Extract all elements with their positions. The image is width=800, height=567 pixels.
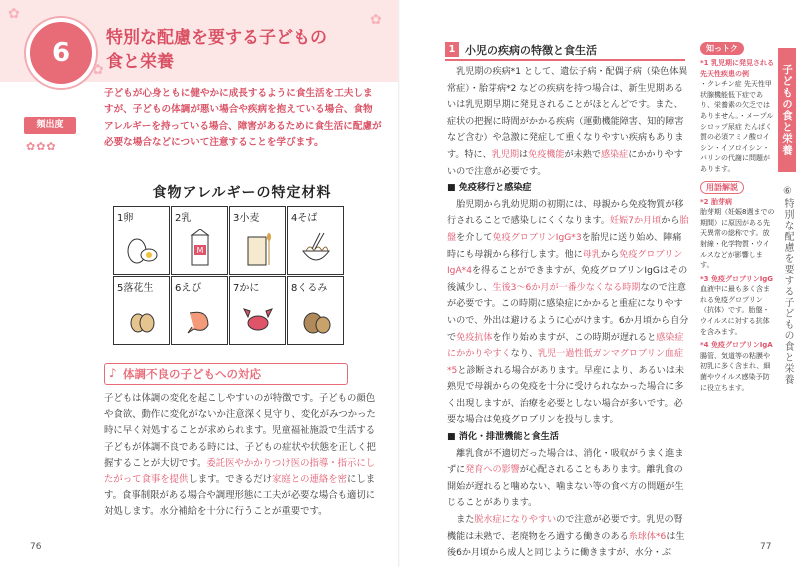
- body-text: から: [600, 249, 620, 260]
- body-highlight: 感染症: [600, 149, 629, 160]
- body-highlight: 乳児一過性低ガンマグロブリン血症*5: [447, 349, 684, 376]
- side-note-title: *2 胎芽病: [700, 197, 732, 206]
- allergy-table: [113, 206, 345, 346]
- body-highlight: 妊娠7か月頃: [609, 216, 662, 227]
- body-text: が未熟で: [564, 149, 601, 160]
- body-text: から: [661, 216, 680, 227]
- allergy-cell-crab: [229, 276, 286, 345]
- frequency-marks: ✿✿✿: [26, 140, 57, 153]
- milk-icon: [184, 229, 216, 267]
- body-highlight: 免疫グロブリンIgG*3: [492, 232, 582, 243]
- body-highlight: 乳児期: [491, 149, 520, 160]
- page-number-right: 77: [760, 542, 772, 552]
- body-highlight: 生後3～6か月が一番少なくなる時期: [492, 282, 641, 293]
- soba-bowl-icon: [300, 229, 332, 267]
- allergy-cell-milk: [171, 206, 228, 275]
- body-text: 離乳食が不適切だった場合は、消化・吸収がうまく進まずに: [447, 448, 684, 476]
- body-text: を介して: [456, 232, 493, 243]
- paragraph: [447, 197, 689, 429]
- side-note-body: 腸管、気道等の粘膜や初乳に多く含まれ、細菌やウイルス感染予防に役立ちます。: [700, 351, 771, 392]
- allergy-cell-egg: [113, 206, 170, 275]
- side-note-body: ・クレチン症 先天性甲状腺機能低下症であり、栄養素の欠乏ではありません。・メープルシロップ尿症 たんぱく質の必須アミノ酸ロイシン・イソロイシン・バリンの代謝に問題があります。: [700, 80, 774, 173]
- body-highlight: 母乳: [582, 249, 601, 260]
- paragraph: [447, 512, 689, 562]
- section-header: [104, 363, 348, 385]
- allergy-cell-walnut: [287, 276, 344, 345]
- body-text: 子どもは体調の変化を起こしやすいのが特徴です。子どもの顔色や食欲、動作に変化がないか注意深く見守り、変化がみつかった時に早く対処することが求められます。児童福祉施設で生活する子どもが体調不良である時には、子どもの症状や状態を正しく把握することが大切です。: [104, 393, 376, 469]
- body-highlight: 家庭との連絡を密: [272, 474, 348, 486]
- allergy-label: 1卵: [117, 213, 134, 224]
- allergy-label: 8くるみ: [291, 283, 328, 294]
- allergy-cell-peanut: [113, 276, 170, 345]
- allergy-label: 3小麦: [233, 213, 260, 224]
- crab-icon: [242, 299, 274, 337]
- right-section-title: 小児の疾病の特徴と食生活: [465, 44, 597, 57]
- chapter-title-line2: 食と栄養: [106, 52, 174, 72]
- side-note-title: *3 免疫グロブリンIgG: [700, 274, 774, 283]
- body-text: 乳児期の疾病*1 として、遺伝子病・配偶子病（染色体異常症）・胎芽病*2 などの疾病を持つ場合は、新生児期あるいは乳児期早期に発見されることがほとんどです。また、症状の把握に時間がかかる疾病（運動機能障害、知的障害など含む）や急激に発症して重くなりやすい疾病もあります。特に、: [447, 67, 688, 160]
- peanut-icon: [126, 299, 158, 337]
- chapter-side-subtitle: ⑥特別な配慮を要する子どもの食と栄養: [782, 186, 793, 385]
- section-title: 体調不良の子どもへの対応: [123, 367, 261, 381]
- body-highlight: 免疫機能: [528, 149, 565, 160]
- body-highlight: 胎盤: [447, 216, 689, 243]
- allergy-label: 4そば: [291, 213, 318, 224]
- side-note-body: 血液中に最も多く含まれる免疫グロブリン（抗体）です。胎盤・ウイルスに対する抗体を含みます。: [700, 285, 770, 336]
- right-body: [447, 64, 689, 562]
- body-highlight: 免疫抗体: [456, 332, 493, 343]
- body-text: にします。食事制限がある場合や調理形態に工夫が必要な場合も適切に対処します。水分補給を十分に行うことが重要です。: [104, 474, 376, 518]
- allergy-cell-soba: [287, 206, 344, 275]
- body-text: にかかりやすいので注意が必要です。: [447, 149, 683, 177]
- side-note: [700, 274, 776, 338]
- flower-decoration-icon: ✿: [8, 6, 20, 22]
- frequency-tag: 頻出度: [24, 117, 76, 134]
- body-text: します。できるだけ: [188, 474, 273, 486]
- svg-text:M: M: [196, 246, 204, 255]
- chapter-number-badge: 6: [26, 18, 96, 88]
- body-text: 胎児期から乳幼児期の初期には、母親から免疫物質が移行されることで感染しにくくなります。: [447, 199, 684, 227]
- side-tag-glossary: 用語解説: [700, 181, 744, 194]
- allergy-cell-wheat: [229, 206, 286, 275]
- subheading: ■ 消化・排泄機能と食生活: [447, 432, 559, 443]
- flower-decoration-icon: ✿: [92, 62, 104, 78]
- allergy-table-title: 食物アレルギーの特定材料: [152, 185, 332, 201]
- side-note-title: *4 免疫グロブリンIgA: [700, 341, 773, 350]
- body-highlight: 感染症にかかりやすく: [447, 332, 684, 360]
- body-text: を胎児に送り始め、陣痛時にも母親から移行します。他に: [447, 232, 682, 260]
- side-note: [700, 340, 776, 393]
- body-highlight: 糸球体*6: [628, 531, 667, 542]
- body-text: なり、: [510, 349, 538, 360]
- body-text: が心配されることもあります。離乳食の開始が遅れると噛めない、噛まない等の食べ方の問題が生じることがあります。: [447, 465, 684, 509]
- side-tag-tips: 知っトク: [700, 42, 744, 55]
- body-highlight: 免疫グロブリンIgA*4: [447, 249, 683, 277]
- body-highlight: 委託医やかかりつけ医の指導・指示にしたがって食事を提供: [104, 457, 376, 486]
- flower-decoration-icon: ✿: [370, 12, 382, 28]
- side-note-title: *1 乳児期に発見される先天性疾患の例: [700, 59, 774, 78]
- body-text: を得ることができますが、免疫グロブリンIgGはその後減少し、: [447, 266, 688, 293]
- shrimp-icon: [184, 299, 216, 337]
- paragraph: [447, 446, 689, 512]
- body-text: なので注意が必要です。この時期に感染症にかかると重症になりやすいので、外出は避けるように心がけます。6か月頃から自分で: [447, 282, 689, 343]
- side-notes: [700, 36, 776, 393]
- side-note: [700, 197, 776, 271]
- section-body: [104, 391, 382, 521]
- chapter-intro: 子どもが心身ともに健やかに成長するように食生活を工夫しますが、子どもの体調が悪い場合や疾病を抱えている場合、食物アレルギーを持っている場合、障害があるために食生活に配慮が必要な場合などについて注意することを学びます。: [104, 88, 382, 149]
- chapter-side-tab: 子どもの食と栄養: [778, 48, 796, 172]
- egg-icon: [126, 229, 158, 267]
- body-text: と診断される場合があります。早産により、あるいは未熟児で母親からの免疫を十分に受けられなかった場合に多く出現しますが、治療を必要としない場合が多いです。必要な場合は免疫グロブリンを投与します。: [447, 365, 684, 426]
- body-highlight: 脱水症になりやすい: [474, 515, 557, 526]
- page-number-left: 76: [30, 542, 42, 552]
- body-text: ので注意が必要です。乳児の腎機能は未熟で、老廃物をろ過する働きのある: [447, 515, 683, 542]
- allergy-label: 2乳: [175, 213, 192, 224]
- allergy-label: 7かに: [233, 283, 260, 294]
- paragraph: [447, 64, 689, 180]
- chapter-title-line1: 特別な配慮を要する子どもの: [106, 28, 327, 48]
- allergy-cell-shrimp: [171, 276, 228, 345]
- body-text: は: [519, 149, 529, 160]
- body-text: を作り始めますが、この時期が遅れると: [492, 332, 657, 343]
- body-text: は生後6か月頃から成人と同じように働きますが、水分・ぶ: [447, 531, 685, 559]
- body-highlight: 発育への影響: [465, 465, 520, 476]
- side-note-body: 胎芽期（妊娠8週までの期間）に原因がある先天異常の総称です。放射線・化学物質・ウイルスなどが影響します。: [700, 208, 775, 270]
- flour-bag-icon: [242, 229, 274, 267]
- right-section-header: [445, 41, 685, 61]
- allergy-label: 5落花生: [117, 283, 154, 294]
- music-note-icon: ♪: [109, 366, 117, 380]
- chapter-title: [106, 26, 386, 74]
- body-text: また: [456, 515, 475, 526]
- subheading: ■ 免疫移行と感染症: [447, 183, 532, 194]
- section-number: 1: [445, 42, 459, 57]
- walnut-icon: [300, 299, 332, 337]
- side-note: [700, 58, 776, 175]
- allergy-label: 6えび: [175, 283, 202, 294]
